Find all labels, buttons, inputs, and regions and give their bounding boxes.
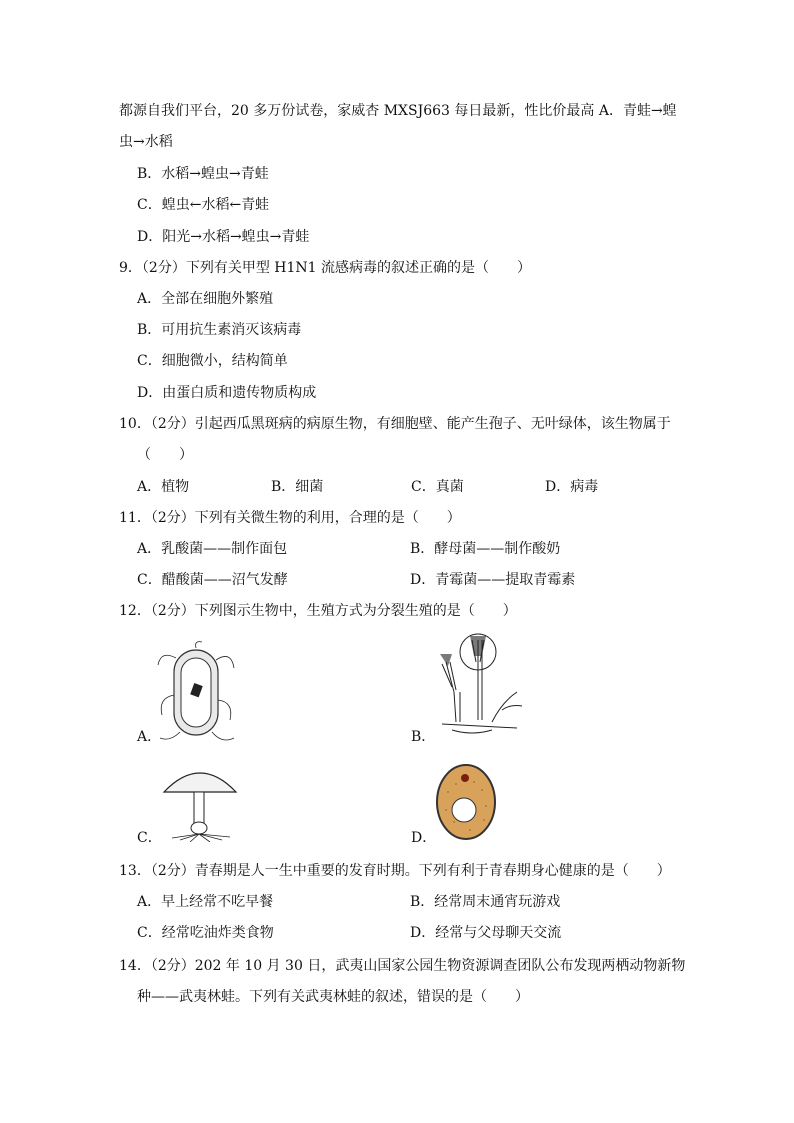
option-c: C．经常吃油炸类食物 bbox=[137, 925, 274, 941]
option-b: B．经常周末通宵玩游戏 bbox=[410, 894, 561, 910]
option-c: C．真菌 bbox=[411, 479, 464, 495]
option-d: D．青霉菌——提取青霉素 bbox=[410, 572, 576, 588]
option-a: A．早上经常不吃早餐 bbox=[137, 894, 274, 910]
option-d: D．经常与父母聊天交流 bbox=[410, 925, 562, 941]
option-d: D．病毒 bbox=[545, 479, 599, 495]
option-d: D．由蛋白质和遗传物质构成 bbox=[137, 385, 317, 401]
question-13: 13．（2分）青春期是人一生中重要的发育时期。下列有利于青春期身心健康的是（ ） bbox=[119, 863, 671, 879]
question-10: 10．（2分）引起西瓜黑斑病的病原生物，有细胞壁、能产生孢子、无叶绿体，该生物属于 bbox=[119, 416, 671, 432]
question-11: 11．（2分）下列有关微生物的利用，合理的是（ ） bbox=[119, 510, 461, 526]
figure-label-b: B． bbox=[411, 729, 436, 745]
question-12: 12．（2分）下列图示生物中，生殖方式为分裂生殖的是（ ） bbox=[119, 603, 517, 619]
option-b: B．细菌 bbox=[271, 479, 324, 495]
option-a: A．全部在细胞外繁殖 bbox=[137, 291, 274, 307]
text-line: 虫→水稻 bbox=[119, 134, 173, 150]
answer-bracket: （ ） bbox=[137, 447, 193, 463]
cell-illustration bbox=[434, 762, 498, 842]
mold-illustration bbox=[432, 632, 527, 742]
option-b: B．水稻→蝗虫→青蛙 bbox=[137, 166, 269, 182]
option-a: A．植物 bbox=[137, 479, 190, 495]
option-d: D．阳光→水稻→蝗虫→青蛙 bbox=[137, 229, 310, 245]
option-c: C．蝗虫←水稻←青蛙 bbox=[137, 197, 270, 213]
text-line: 都源自我们平台，20 多万份试卷，家威杏 MXSJ663 每日最新，性比价最高 A．青蛙→蝗 bbox=[119, 103, 677, 119]
option-b: B．酵母菌——制作酸奶 bbox=[410, 541, 561, 557]
option-c: C．醋酸菌——沼气发酵 bbox=[137, 572, 288, 588]
figure-label-c: C． bbox=[137, 830, 162, 846]
option-b: B．可用抗生素消灭该病毒 bbox=[137, 322, 302, 338]
question-14: 14．（2分）202 年 10 月 30 日，武夷山国家公园生物资源调查团队公布发现两栖动物新物 bbox=[119, 958, 686, 974]
figure-label-a: A． bbox=[137, 729, 162, 745]
bacterium-illustration bbox=[156, 640, 236, 745]
figure-label-d: D． bbox=[411, 830, 437, 846]
question-9: 9．（2分）下列有关甲型 H1N1 流感病毒的叙述正确的是（ ） bbox=[119, 260, 531, 276]
mushroom-illustration bbox=[160, 760, 240, 842]
option-a: A．乳酸菌——制作面包 bbox=[137, 541, 288, 557]
option-c: C．细胞微小，结构简单 bbox=[137, 353, 288, 369]
text-line: 种——武夷林蛙。下列有关武夷林蛙的叙述，错误的是（ ） bbox=[137, 989, 529, 1005]
